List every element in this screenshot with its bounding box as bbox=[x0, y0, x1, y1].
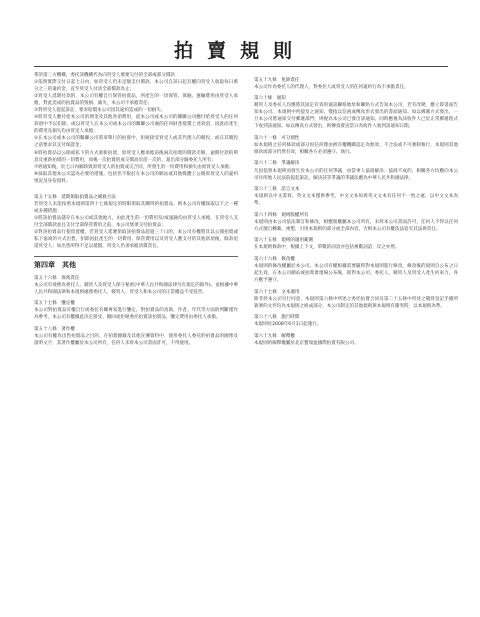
article-paragraph: 凡因依照本規則而發生於本公司的任何爭議，由當事人協商解決；協商不成的，相關各方均應向本公司住所地人民法院提起訴訟。解決該等爭議的爭議法應為中華人民共和國法律。 bbox=[254, 168, 458, 181]
article-paragraph: ②對該拍賣品行使留置權，若買受人延遲領取該拍賣品超過三十日的，本公司有權將其以公開拍賣或私下協商的方式出售，扣除因此產生的一切費用、保管費用以及買受人應支付的其他款項後，餘款退還買受人；如出售所得不足以抵償，買受人仍須承擔清償責任。 bbox=[34, 229, 238, 250]
article-heading: 第六十二條 爭議解決 bbox=[254, 161, 300, 167]
page-title: 拍賣規則 bbox=[173, 40, 306, 62]
article-paragraph: ⑦經通知後，於七日內解除與原買受人的拍賣成交合同，所發生的一切費用和損失由原買受人承擔； bbox=[34, 164, 234, 170]
spacer bbox=[34, 185, 238, 190]
article-paragraph: 除非經本公司另行同意，本規則第六條中所述之委托拍賣合同及第二十五條中所述之競買登記手續所簽署的文件均為本規則之組成部分，本公司制定的其他規則與本規則有衝突時，以本規則為準。 bbox=[254, 296, 458, 309]
article-paragraph: 本公司有義務為委托人、競買人及買受人保守秘密(中華人民共和國法律另有規定的除外)。並根據中華人民共和國法律和本規則處理委托人、競買人、買受人和本公司的正當權益不受侵害。 bbox=[34, 282, 238, 295]
article-heading: 第五十五條 延期領取拍賣品之補救方法 bbox=[34, 194, 116, 200]
chapter-heading: 第四章 其他 bbox=[34, 261, 76, 270]
right-column bbox=[254, 72, 458, 347]
article-heading: 第六十四條 規則版權所有 bbox=[254, 212, 309, 218]
article-paragraph: ②買受人延期付款的，本公司有權自行保管拍賣品，所產生的一切保管、保險、運輸費用由買受人承擔，對此造成的拍賣品的毀損、滅失，本公司不承擔責任； bbox=[34, 94, 238, 107]
article-paragraph: 競買人及委托人均應將其固定有效的通訊聯絡地址和聯絡方式告知本公司，若有改變，應立即書面告知本公司。本規則中所提及之通知，僅指以信函或傳真形式發出的書面通知。如以郵遞方式發出，一旦本公司將通知交付郵遞部門，則視為本公司已發出該通知。同時應視為該收件人已於正常郵遞程式下收到該通知。如以傳真方式發出，則傳真發送當日為收件人收到該通知日期。 bbox=[254, 103, 458, 130]
article-paragraph: 如本規則之任何條款或部分因任何理由被有權機關認定為無效，不合法或不可強制執行，本規則其他條款或部分仍然有效，相關各方必須遵守、執行。 bbox=[254, 142, 458, 155]
title-divider bbox=[34, 66, 448, 67]
article-paragraph: ⑥將拍賣品以公開或私下的方式重新拍賣，原買受人應承擔前後兩次拍賣的價款差額、逾期付款的利息及重新拍賣的一切費用，如後一次拍賣的成交價高於前一次的，超出部分歸委托人所有； bbox=[34, 150, 238, 163]
chapter-divider bbox=[34, 256, 238, 257]
article-heading: 第六十六條 修改權 bbox=[254, 256, 295, 262]
article-heading: 第六十五條 規則的適用範圍 bbox=[254, 238, 314, 244]
article-paragraph: ⑤在本公司或本公司的關聯公司將來舉行的拍賣中，拒絕接受買受人或其代理人的競投，或在其競投之前要求其支付保證金； bbox=[34, 136, 238, 149]
article-paragraph: 在本規則條款中，根據上下文，單數的詞語亦包括複數詞語，反之亦然。 bbox=[254, 245, 400, 251]
article-heading: 第六十九條 解釋權 bbox=[254, 333, 295, 339]
article-paragraph: 本規則於2008年6月1日起施行。 bbox=[254, 322, 322, 328]
article-paragraph: 若買受人未能按照本規則第四十七條規定的時限領取其購得的拍賣品，則本公司有權採取以下之一種或多種措施： bbox=[34, 201, 238, 214]
article-heading: 第五十八條 著作權 bbox=[34, 326, 75, 332]
article-heading: 第六十七條 文本適用 bbox=[254, 289, 300, 295]
article-heading: 第五十六條 保密責任 bbox=[34, 275, 80, 281]
article-paragraph: 系的第三方機構，委托該機構代為向買受人催要欠付的全部或部分價款 bbox=[34, 73, 175, 78]
article-paragraph: 本公司有權為出售拍賣品之目的，在拍賣圖錄及其他宣傳資料中，使用委托人委托的拍賣品的圖像及說明文字，其著作權屬於本公司所有，任何人未經本公司書面許可，不得使用。 bbox=[34, 333, 238, 346]
article-paragraph: 本規則的解釋權屬於北京寶瑞盈國際拍賣有限公司。 bbox=[254, 340, 359, 346]
article-heading: 第六十八條 施行時間 bbox=[254, 315, 300, 321]
article-heading: 第五十九條 免除責任 bbox=[254, 77, 300, 83]
article-paragraph: ③對買受人提起訴訟，要求賠償本公司因其違約造成的一切損失； bbox=[34, 108, 166, 114]
article-heading: 第六十一條 可分割性 bbox=[254, 135, 300, 141]
article-paragraph: 本規則由本公司依法制訂和修改，相應版權屬本公司所有，未經本公司書面許可，任何人不得以任何方式擅自轉載、複製、引用本規則的部分或全部內容，否則本公司有權依法追究其法律責任。 bbox=[254, 219, 458, 232]
article-heading: 第六十條 通知 bbox=[254, 96, 286, 102]
article-paragraph: 本規則以中文書寫，英文文本僅供參考，中文文本如與英文文本有任何不一致之處，以中文文本為準。 bbox=[254, 194, 458, 207]
article-paragraph: 本規則的修改權屬於本公司。本公司有權根據需要隨時對本規則進行修改，修改後的規則自公布之日起生效，在本公司網站或拍賣會現場公布後，即對本公司、委托人、競買人及買受人產生約束力，各方應予遵守。 bbox=[254, 264, 458, 284]
article-paragraph: ①將該拍賣品儲存在本公司或其他地方，由此產生的一切費用及/或風險均由買受人承擔，在買受人支付全部價款並且支付全部保管費用之前，本公司無須交付拍賣品； bbox=[34, 215, 238, 228]
left-column bbox=[34, 72, 238, 347]
article-heading: 第五十七條 鑒定權 bbox=[34, 301, 75, 307]
article-paragraph: ⑧採取其他本公司認為必要的措施，包括但不限於在本公司的網站或其他媒體上公開原買受人的違約情況及身份資料。 bbox=[34, 171, 238, 184]
article-heading: 第六十三條 語言文本 bbox=[254, 187, 300, 193]
article-paragraph: ①依照實際交付日起七日內，如買受人仍未足額支付價款，本公司自該日起有權向買受人收取每日萬分之三的違約金，直至買受人付清全部價款為止； bbox=[34, 80, 238, 93]
article-paragraph: ④將買受人應付給本公司的佣金及其他各項費用，從本公司或本公司的關聯公司應付給買受人的任何款項中予以扣除，或以買受人在本公司或本公司的關聯公司處的任何財產抵償上述款項，因此而產生的費用及損失均由買受人承擔； bbox=[34, 115, 238, 135]
article-paragraph: 本公司作為委托人的代理人，對委托人或買受人的任何違約行為不承擔責任。 bbox=[254, 84, 409, 90]
article-paragraph: 本公司對拍賣品有權自行或委托有關專家進行鑒定，對拍賣品的真偽、作者、年代等方面的判斷僅作為參考，本公司有權據此決定接受、撤回或拒絕委托拍賣該拍賣品，鑒定費用由委托人承擔。 bbox=[34, 308, 238, 321]
